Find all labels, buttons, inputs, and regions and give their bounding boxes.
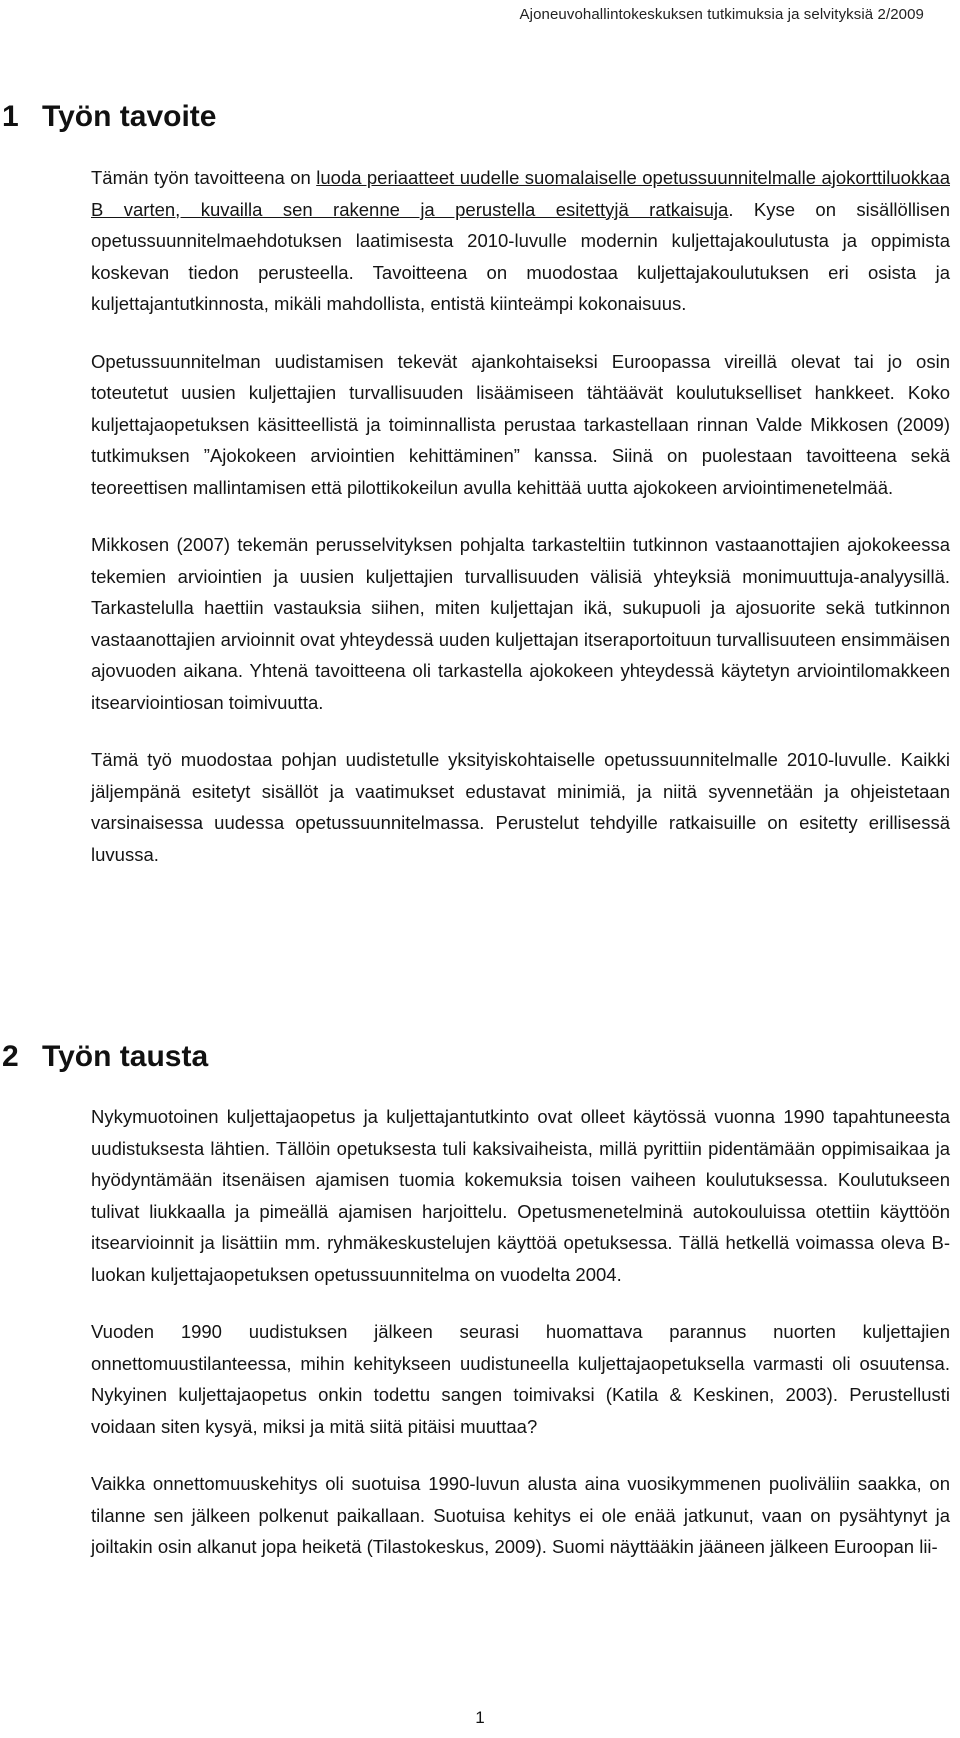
section-heading-2 [2, 1040, 208, 1074]
section-heading-1 [2, 100, 216, 134]
paragraph [91, 162, 950, 320]
section-number: 2 [2, 1040, 19, 1073]
running-header: Ajoneuvohallintokeskuksen tutkimuksia ja selvityksiä 2/2009 [519, 6, 924, 23]
section-title: Työn tavoite [42, 100, 217, 133]
paragraph-text: . Kyse on sisällöllisen opetussuunnitelmaehdotuksen laatimisesta 2010-luvulle modernin kuljettajakoulutusta ja oppimista koskevan tiedon perusteella. Tavoitteena on muodostaa kuljettajakoulutuksen eri osista ja kuljettajantutkinnosta, mikäli mahdollista, entistä kiinteämpi kokonaisuus. [91, 198, 950, 314]
section-title: Työn tausta [42, 1040, 209, 1073]
paragraph: Tämä työ muodostaa pohjan uudistetulle yksityiskohtaiselle opetussuunnitelmalle 2010-luvulle. Kaikki jäljempänä esitetyt sisällöt ja vaatimukset edustavat minimiä, ja niitä syvennetään ja ohjeistetaan varsinaisessa uudessa opetussuunnitelmassa. Perustelut tehdyille ratkaisuille on esitetty erillisessä luvussa. [91, 749, 950, 865]
paragraph: Vaikka onnettomuuskehitys oli suotuisa 1990-luvun alusta aina vuosikymmenen puoliväliin saakka, on tilanne sen jälkeen polkenut paikallaan. Suotuisa kehitys ei ole enää jatkunut, vaan on pysähtynyt ja joiltakin osin alkanut jopa heiketä (Tilastokeskus, 2009). Suomi näyttääkin jääneen jälkeen Euroopan lii- [91, 1473, 950, 1557]
section-number: 1 [2, 100, 19, 133]
paragraph: Opetussuunnitelman uudistamisen tekevät ajankohtaiseksi Euroopassa vireillä olevat tai jo osin toteutetut uusien kuljettajien turvallisuuden lisäämiseen tähtäävät koulutukselliset hankkeet. Koko kuljettajaopetuksen käsitteellistä ja toiminnallista perustaa tarkastellaan rinnan Valde Mikkosen (2009) tutkimuksen ”Ajokokeen arviointien kehittäminen” kanssa. Siinä on puolestaan tavoitteena sekä teoreettisen mallintamisen että pilottikokeilun avulla kehittää uutta ajokokeen arviointimenetelmää. [91, 350, 950, 498]
underlined-text: luoda periaatteet uudelle suomalaiselle opetussuunnitelmalle ajokorttiluokkaa B varten, kuvailla sen rakenne ja perustella esitettyjä ratkaisuja [91, 167, 950, 220]
page-number: 1 [475, 1708, 485, 1727]
paragraph: Vuoden 1990 uudistuksen jälkeen seurasi huomattava parannus nuorten kuljettajien onnettomuustilanteessa, mihin kehitykseen uudistuneella kuljettajaopetuksella varmasti oli osuutensa. Nykyinen kuljettajaopetus onkin todettu sangen toimivaksi (Katila & Keskinen, 2003). Perustellusti voidaan siten kysyä, miksi ja mitä siitä pitäisi muuttaa? [91, 1321, 950, 1437]
section-2-body [91, 1101, 950, 1563]
paragraph: Mikkosen (2007) tekemän perusselvityksen pohjalta tarkasteltiin tutkinnon vastaanottajien ajokokeessa tekemien arviointien ja uusien kuljettajien turvallisuuden välisiä yhteyksiä monimuuttuja-analyysillä. Tarkastelulla haettiin vastauksia siihen, miten kuljettajan ikä, sukupuoli ja ajosuorite sekä tutkinnon vastaanottajien arvioinnit ovat yhteydessä uuden kuljettajan itseraportoituun turvallisuuteen ensimmäisen ajovuoden aikana. Yhtenä tavoitteena oli tarkastella ajokokeen yhteydessä käytetyn arviointilomakkeen itsearviointiosan toimivuutta. [91, 534, 950, 713]
paragraph: Nykymuotoinen kuljettajaopetus ja kuljettajantutkinto ovat olleet käytössä vuonna 1990 tapahtuneesta uudistuksesta lähtien. Tällöin opetuksesta tuli kaksivaiheista, millä pyrittiin pidentämään oppimisaikaa ja hyödyntämään itsenäisen ajamisen tuomia kokemuksia toisen vaiheen koulutuksessa. Koulutukseen tulivat liukkaalla ja pimeällä ajamisen harjoittelu. Opetusmenetelminä autokouluissa otettiin käyttöön itsearvioinnit ja lisättiin mm. ryhmäkeskustelujen käyttöä opetuksessa. Tällä hetkellä voimassa oleva B-luokan kuljettajaopetuksen opetussuunnitelma on vuodelta 2004. [91, 1106, 950, 1285]
paragraph-text: Tämän työn tavoitteena on [91, 167, 317, 188]
section-1-body [91, 162, 950, 870]
